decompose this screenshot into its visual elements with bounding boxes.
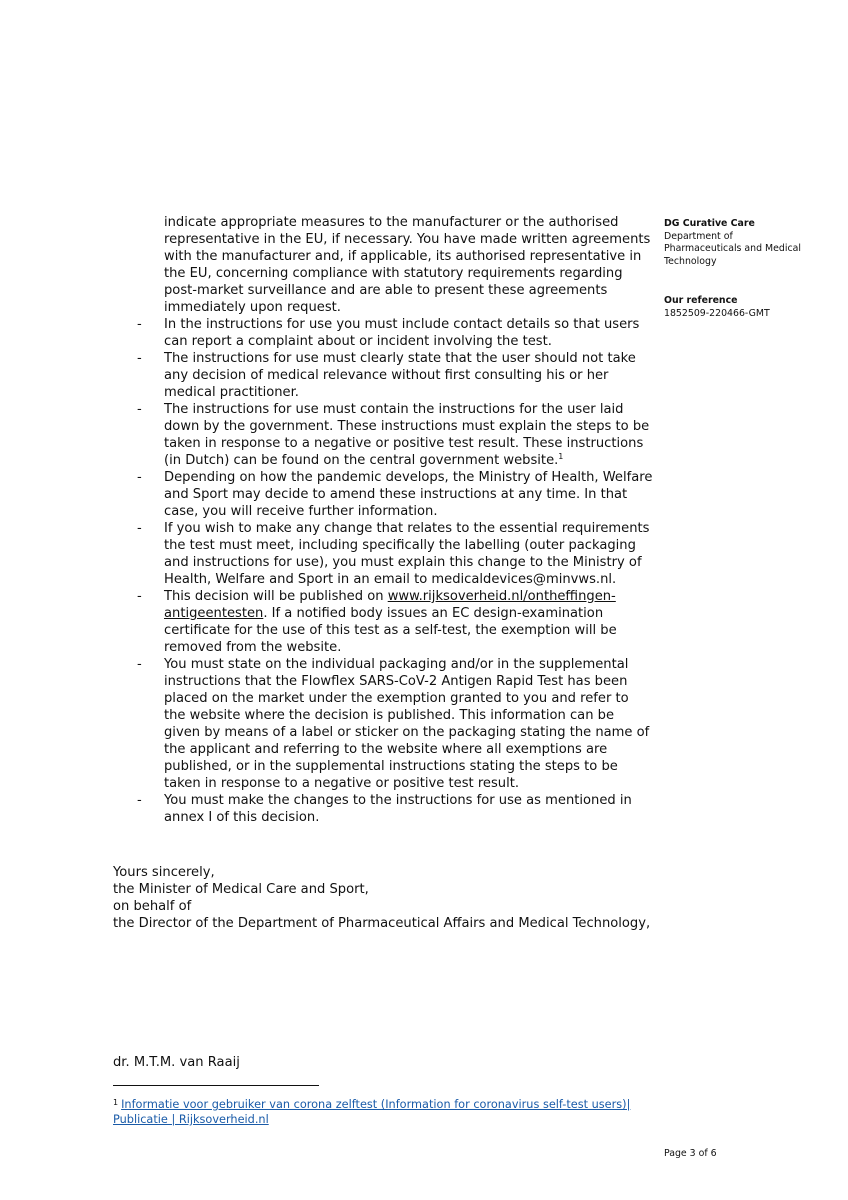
closing-line: on behalf of (113, 899, 192, 914)
bullet-dash: - (137, 351, 142, 366)
footnote-link[interactable]: Informatie voor gebruiker van corona zelftest (Information for coronavirus self-test users)| (121, 1098, 631, 1111)
list-item-text: . If a notified body issues an EC design-examination certificate for the use of this test as a self-test, the exemption will be removed from the website. (164, 606, 617, 655)
bullet-dash: - (137, 521, 142, 536)
list-item-text: The instructions for use must clearly state that the user should not take any decision of medical relevance without first consulting his or her medical practitioner. (164, 351, 636, 400)
list-item-text: If you wish to make any change that relates to the essential requirements the test must meet, including specifically the labelling (outer packaging and instructions for use), you must explain this change to the Ministry of Health, Welfare and Sport in an email to medicaldevices@minvws.nl. (164, 521, 650, 587)
bullet-dash: - (137, 317, 142, 332)
list-item-text: You must state on the individual packaging and/or in the supplemental instructions that the Flowflex SARS-CoV-2 Antigen Rapid Test has been placed on the market under the exemption granted to you and refer to the website where the decision is published. This information can be given by means of a label or sticker on the packaging stating the name of the applicant and referring to the website where all exemptions are published, or in the supplemental instructions stating the steps to be taken in response to a negative or positive test result. (164, 657, 650, 791)
department-line: Department of (664, 230, 733, 242)
list-item (113, 469, 653, 520)
bullet-dash: - (137, 589, 142, 604)
list-item (113, 401, 653, 469)
bullet-dash: - (137, 402, 142, 417)
bullet-dash: - (137, 657, 142, 672)
list-item-text: You must make the changes to the instructions for use as mentioned in annex I of this decision. (164, 793, 632, 825)
department-line: Pharmaceuticals and Medical (664, 243, 801, 255)
publication-link[interactable]: www.rijksoverheid.nl/ontheffingen-antigeentesten (164, 589, 616, 621)
department-heading: DG Curative Care (664, 218, 755, 229)
list-item (113, 588, 653, 656)
list-item-text: The instructions for use must contain the instructions for the user laid down by the government. These instructions must explain the steps to be taken in response to a negative or positive test result. These instructions (in Dutch) can be found on the central government website. (164, 402, 650, 468)
list-item (113, 656, 653, 792)
closing-block (113, 864, 673, 932)
footnote (113, 1095, 673, 1127)
letter-sidebar (664, 218, 814, 321)
bullet-dash: - (137, 793, 142, 808)
list-item-text: Depending on how the pandemic develops, the Ministry of Health, Welfare and Sport may decide to amend these instructions at any time. In that case, you will receive further information. (164, 470, 653, 519)
closing-line: the Director of the Department of Pharmaceutical Affairs and Medical Technology, (113, 916, 651, 931)
signatory-name: dr. M.T.M. van Raaij (113, 1055, 240, 1070)
list-item (113, 316, 653, 350)
list-item (113, 520, 653, 588)
list-item-text: This decision will be published on (164, 589, 384, 604)
letter-body (113, 214, 653, 826)
reference-value: 1852509-220466-GMT (664, 307, 770, 319)
list-item (113, 792, 653, 826)
closing-line: the Minister of Medical Care and Sport, (113, 882, 369, 897)
closing-line: Yours sincerely, (113, 865, 215, 880)
page-number: Page 3 of 6 (664, 1148, 717, 1159)
footnote-divider (113, 1085, 319, 1086)
list-item-text: In the instructions for use you must include contact details so that users can report a complaint about or incident involving the test. (164, 317, 640, 349)
reference-heading: Our reference (664, 295, 738, 307)
footnote-number: 1 (113, 1098, 119, 1107)
continuation-paragraph: indicate appropriate measures to the manufacturer or the authorised representative in the EU, if necessary. You have made written agreements with the manufacturer and, if applicable, its authorised representative in the EU, concerning compliance with statutory requirements regarding post-market surveillance and are able to present these agreements immediately upon request. (164, 215, 651, 315)
bullet-dash: - (137, 470, 142, 485)
footnote-link[interactable]: Publicatie | Rijksoverheid.nl (113, 1113, 269, 1126)
department-line: Technology (664, 255, 717, 267)
footnote-reference[interactable]: 1 (558, 452, 564, 461)
list-item (113, 350, 653, 401)
